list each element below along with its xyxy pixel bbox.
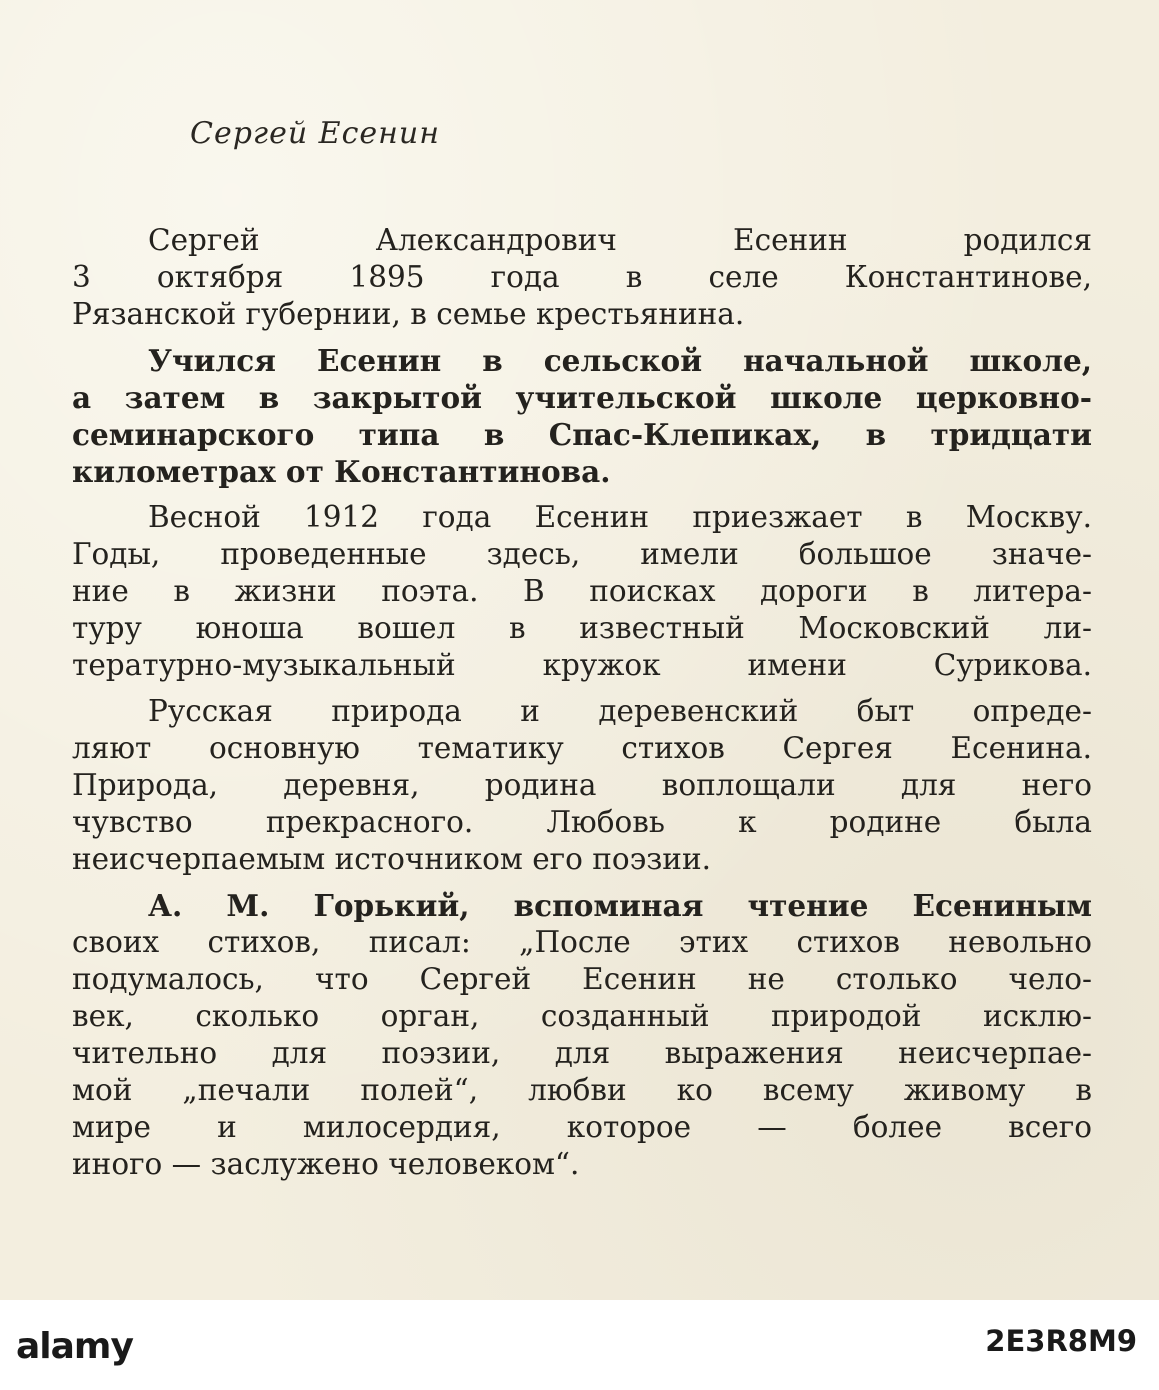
- text-line: неисчерпаемым источником его поэзии.: [72, 842, 712, 876]
- text-line: мире и милосердия, которое — более всего: [72, 1110, 1092, 1144]
- text-line: А. М. Горький, вспоминая чтение Есениным: [148, 888, 1092, 923]
- text-line: туру юноша вошел в известный Московский ли-: [72, 611, 1092, 645]
- text-line: иного — заслужено человеком“.: [72, 1147, 580, 1181]
- brand-logo: alamy: [16, 1326, 133, 1367]
- paragraph-1: [72, 222, 1092, 333]
- text-line: подумалось, что Сергей Есенин не столько чело-: [72, 962, 1092, 996]
- text-line: чувство прекрасного. Любовь к родине была: [72, 805, 1092, 839]
- body-text: [72, 222, 1092, 1192]
- text-line: а затем в закрытой учительской школе церковно-: [72, 380, 1092, 415]
- text-line: своих стихов, писал: „После этих стихов невольно: [72, 925, 1092, 959]
- text-line: ние в жизни поэта. В поисках дороги в литера-: [72, 574, 1092, 608]
- text-line: Природа, деревня, родина воплощали для него: [72, 768, 1092, 802]
- text-line: Рязанской губернии, в семье крестьянина.: [72, 297, 745, 331]
- text-line: 3 октября 1895 года в селе Константинове,: [72, 260, 1092, 294]
- text-line: тературно-музыкальный кружок имени Сурикова.: [72, 648, 1092, 682]
- text-line: Русская природа и деревенский быт опреде-: [148, 694, 1092, 728]
- text-line: ляют основную тематику стихов Сергея Есенина.: [72, 731, 1092, 765]
- image-code: 2E3R8M9: [985, 1324, 1137, 1358]
- text-line: мой „печали полей“, любви ко всему живому в: [72, 1073, 1092, 1107]
- paragraph-3: [72, 499, 1092, 684]
- text-line: Сергей Александрович Есенин родился: [148, 223, 1092, 257]
- paragraph-5: [72, 887, 1092, 1183]
- text-line: километрах от Константинова.: [72, 454, 611, 489]
- page-title: Сергей Есенин: [190, 116, 440, 151]
- text-line: Учился Есенин в сельской начальной школе,: [148, 343, 1092, 378]
- text-line: век, сколько орган, созданный природой исклю-: [72, 999, 1092, 1033]
- text-line: Весной 1912 года Есенин приезжает в Москву.: [148, 500, 1092, 534]
- paragraph-2: [72, 342, 1092, 490]
- paragraph-4: [72, 693, 1092, 878]
- text-line: Годы, проведенные здесь, имели большое значе-: [72, 537, 1092, 571]
- text-line: чительно для поэзии, для выражения неисчерпае-: [72, 1036, 1092, 1070]
- text-line: семинарского типа в Спас-Клепиках, в тридцати: [72, 417, 1092, 452]
